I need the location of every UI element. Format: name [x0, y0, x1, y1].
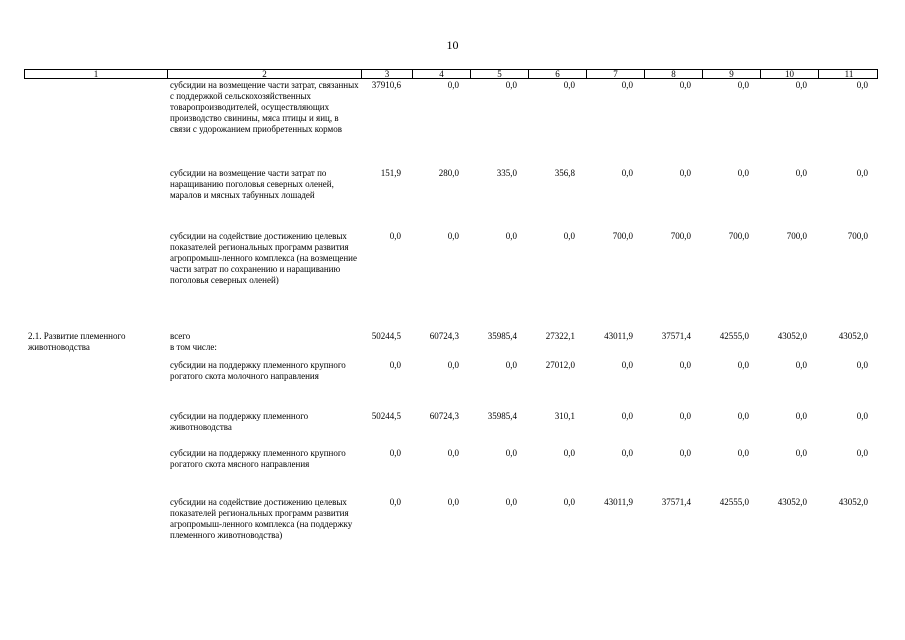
row-value-col-6: 0,0 [563, 231, 575, 241]
row-value-col-9: 0,0 [737, 80, 749, 90]
row-value-col-5: 0,0 [505, 231, 517, 241]
row-value-col-7: 0,0 [621, 80, 633, 90]
row-value-col-10: 0,0 [795, 360, 807, 370]
row-value-col-7: 0,0 [621, 448, 633, 458]
row-value-col-10: 0,0 [795, 80, 807, 90]
row-value-col-5: 0,0 [505, 360, 517, 370]
row-value-col-4: 0,0 [447, 360, 459, 370]
row-value-col-6: 0,0 [563, 80, 575, 90]
row-value-col-5: 0,0 [505, 80, 517, 90]
row-value-col-7: 700,0 [612, 231, 633, 241]
row-value-col-9: 0,0 [737, 411, 749, 421]
row-value-col-5: 35985,4 [487, 331, 517, 341]
row-value-col-5 [469, 342, 527, 360]
row-value-col-4: 280,0 [438, 168, 459, 178]
row-description: субсидии на возмещение части затрат по наращиванию поголовья северных оленей, маралов и мясных табунных лошадей [170, 168, 334, 200]
row-value-col-4: 0,0 [447, 80, 459, 90]
row-value-col-10: 0,0 [795, 411, 807, 421]
row-value-col-3: 0,0 [389, 360, 401, 370]
row-description: субсидии на содействие достижению целевых показателей региональных программ развития агропромыш-ленного комплекса (на поддержку племенного животноводства) [170, 497, 353, 540]
row-description: всего [170, 331, 191, 341]
row-value-col-11: 0,0 [856, 448, 868, 458]
table-row [24, 342, 878, 360]
table-row [24, 168, 878, 231]
row-section-label [24, 360, 166, 411]
row-section-label [24, 80, 166, 168]
row-value-col-11: 0,0 [856, 80, 868, 90]
row-value-col-6: 27322,1 [545, 331, 575, 341]
row-value-col-3: 151,9 [380, 168, 401, 178]
row-section-label [24, 168, 166, 231]
row-section-label [24, 411, 166, 448]
column-number-header [24, 69, 878, 79]
row-description: субсидии на содействие достижению целевых показателей региональных программ развития агропромыш-ленного комплекса (на возмещение части затрат по сохранению и наращиванию поголовья северных оленей) [170, 231, 357, 285]
row-value-col-11: 700,0 [847, 231, 868, 241]
row-value-col-7: 0,0 [621, 411, 633, 421]
row-value-col-5: 0,0 [505, 448, 517, 458]
budget-table [24, 69, 878, 567]
table-row [24, 497, 878, 567]
row-value-col-6: 0,0 [563, 448, 575, 458]
row-section-label [24, 448, 166, 497]
row-value-col-9: 0,0 [737, 448, 749, 458]
table-row [24, 80, 878, 168]
row-description: в том числе: [170, 342, 217, 352]
row-value-col-10: 43052,0 [777, 497, 807, 507]
header-col-10: 10 [760, 70, 818, 78]
row-value-col-7 [585, 342, 643, 360]
header-col-11: 11 [818, 70, 879, 78]
row-value-col-9: 700,0 [728, 231, 749, 241]
row-value-col-10: 0,0 [795, 168, 807, 178]
row-value-col-8 [643, 342, 701, 360]
row-value-col-3: 50244,5 [371, 411, 401, 421]
row-description: субсидии на возмещение части затрат, связанных с поддержкой сельскохозяйственных товаропроизводителей, осуществляющих производство свинины, мяса птицы и яиц, в связи с удорожанием приобретенных кормов [170, 80, 359, 134]
row-value-col-3 [360, 342, 411, 360]
row-value-col-10: 43052,0 [777, 331, 807, 341]
row-value-col-11: 0,0 [856, 411, 868, 421]
row-value-col-7: 0,0 [621, 360, 633, 370]
row-value-col-5: 35985,4 [487, 411, 517, 421]
row-value-col-9: 42555,0 [719, 497, 749, 507]
header-col-4: 4 [412, 70, 470, 78]
row-value-col-3: 0,0 [389, 231, 401, 241]
row-value-col-6 [527, 342, 585, 360]
row-value-col-4: 0,0 [447, 497, 459, 507]
row-value-col-4: 0,0 [447, 448, 459, 458]
row-section-label: 2.1. Развитие племенного животноводства [28, 331, 126, 352]
row-value-col-8: 0,0 [679, 80, 691, 90]
row-section-label [24, 497, 166, 567]
row-section-label [24, 231, 166, 331]
header-col-5: 5 [470, 70, 528, 78]
row-value-col-10: 700,0 [786, 231, 807, 241]
header-col-8: 8 [644, 70, 702, 78]
row-value-col-7: 43011,9 [604, 331, 633, 341]
page-number: 10 [446, 38, 459, 52]
row-value-col-9: 0,0 [737, 168, 749, 178]
table-row [24, 231, 878, 331]
row-value-col-8: 0,0 [679, 360, 691, 370]
row-value-col-5: 0,0 [505, 497, 517, 507]
row-value-col-11 [817, 342, 878, 360]
header-col-6: 6 [528, 70, 586, 78]
row-value-col-7: 43011,9 [604, 497, 633, 507]
header-col-3: 3 [361, 70, 412, 78]
row-value-col-4: 60724,3 [429, 411, 459, 421]
row-value-col-10 [759, 342, 817, 360]
row-value-col-6: 310,1 [554, 411, 575, 421]
row-value-col-9: 0,0 [737, 360, 749, 370]
row-value-col-11: 43052,0 [838, 497, 868, 507]
row-description: субсидии на поддержку племенного животноводства [170, 411, 309, 432]
row-description: субсидии на поддержку племенного крупного рогатого скота молочного направления [170, 360, 346, 381]
table-row [24, 448, 878, 497]
row-value-col-3: 0,0 [389, 448, 401, 458]
row-value-col-7: 0,0 [621, 168, 633, 178]
row-value-col-6: 356,8 [554, 168, 575, 178]
row-value-col-6: 0,0 [563, 497, 575, 507]
row-value-col-4: 0,0 [447, 231, 459, 241]
row-value-col-9: 42555,0 [719, 331, 749, 341]
row-value-col-8: 0,0 [679, 448, 691, 458]
table-row [24, 411, 878, 448]
row-value-col-11: 0,0 [856, 168, 868, 178]
row-value-col-9 [701, 342, 759, 360]
header-col-1: 1 [93, 70, 99, 78]
row-value-col-3: 50244,5 [371, 331, 401, 341]
row-value-col-8: 37571,4 [661, 497, 691, 507]
row-value-col-8: 37571,4 [661, 331, 691, 341]
row-value-col-8: 0,0 [679, 411, 691, 421]
row-value-col-5: 335,0 [496, 168, 517, 178]
row-value-col-3: 0,0 [389, 497, 401, 507]
row-section-label [24, 342, 166, 360]
row-value-col-8: 0,0 [679, 168, 691, 178]
row-description: субсидии на поддержку племенного крупного рогатого скота мясного направления [170, 448, 346, 469]
row-value-col-8: 700,0 [670, 231, 691, 241]
row-value-col-3: 37910,6 [371, 80, 401, 90]
table-row [24, 360, 878, 411]
row-value-col-4 [411, 342, 469, 360]
row-value-col-11: 43052,0 [838, 331, 868, 341]
header-col-9: 9 [702, 70, 760, 78]
header-col-2: 2 [167, 70, 361, 78]
header-col-7: 7 [586, 70, 644, 78]
row-value-col-6: 27012,0 [545, 360, 575, 370]
row-value-col-10: 0,0 [795, 448, 807, 458]
row-value-col-4: 60724,3 [429, 331, 459, 341]
row-value-col-11: 0,0 [856, 360, 868, 370]
